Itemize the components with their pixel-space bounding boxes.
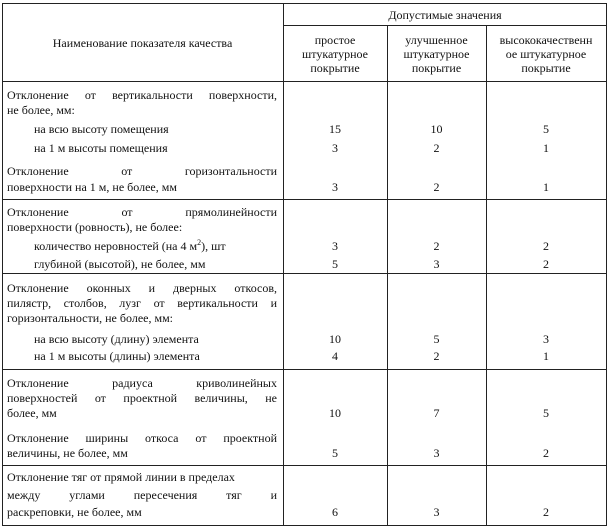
cell-value: 15 — [329, 122, 341, 136]
row-label-line: Отклонение тяг от прямой линии в пределах — [7, 470, 235, 484]
row-label-text-end: ), шт — [201, 239, 226, 253]
row-label-line: Отклонение радиуса криволинейных — [7, 376, 277, 390]
cell-value: 6 — [332, 505, 338, 519]
cell-value: 1 — [543, 180, 549, 194]
row-label: на 1 м высоты помещения — [34, 141, 168, 155]
cell-value: 1 — [543, 141, 549, 155]
row-label-line: поверхности на 1 м, не более, мм — [7, 180, 177, 194]
cell-value: 3 — [433, 446, 440, 460]
cell-value: 3 — [332, 239, 338, 253]
row-label-line: между углами пересечения тяг и — [7, 488, 277, 502]
header-col1-line1: простое — [314, 33, 356, 47]
cell-value: 5 — [332, 257, 338, 271]
cell-value: 7 — [433, 406, 440, 420]
header-col2-line2: штукатурное — [403, 47, 470, 61]
cell-value: 2 — [543, 239, 549, 253]
row-label-line: Отклонение от горизонтальности — [7, 164, 277, 178]
row-label — [34, 240, 226, 253]
row-label: глубиной (высотой), не более, мм — [34, 257, 206, 271]
header-name-column: Наименование показателя качества — [52, 36, 233, 50]
row-label-line: Отклонение от вертикальности поверхности, — [7, 88, 277, 102]
row-divider-3 — [2, 369, 607, 370]
header-col3-line2: ое штукатурное — [505, 47, 587, 61]
cell-value: 10 — [430, 122, 443, 136]
cell-value: 3 — [433, 505, 440, 519]
header-col1-line3: покрытие — [310, 61, 360, 75]
superscript: 2 — [197, 238, 202, 247]
cell-value: 5 — [332, 446, 338, 460]
row-label: на всю высоту (длину) элемента — [34, 332, 199, 346]
cell-value: 4 — [332, 349, 338, 363]
cell-value: 2 — [433, 180, 440, 194]
row-divider-2 — [2, 273, 607, 274]
cell-value: 5 — [543, 406, 549, 420]
cell-value: 3 — [332, 180, 338, 194]
cell-value: 5 — [543, 122, 549, 136]
border-bottom — [2, 525, 607, 526]
header-bottom — [2, 81, 607, 82]
row-divider-4 — [2, 465, 607, 466]
cell-value: 3 — [543, 332, 549, 346]
header-col3-line1: высококачественн — [499, 33, 593, 47]
row-divider-1 — [2, 199, 607, 200]
header-col2-line1: улучшенное — [405, 33, 468, 47]
row-label-line: раскреповки, не более, мм — [7, 505, 142, 519]
row-label-line: Отклонение от прямолинейности — [7, 205, 277, 219]
cell-value: 2 — [433, 239, 440, 253]
row-label-line: пилястр, столбов, лузг от вертикальности и — [7, 296, 277, 310]
row-label-line: Отклонение ширины откоса от проектной — [7, 431, 277, 445]
header-col2-line3: покрытие — [411, 61, 462, 75]
row-label-line: не более, мм: — [7, 103, 75, 117]
cell-value: 10 — [329, 332, 341, 346]
cell-value: 2 — [543, 257, 549, 271]
row-label-line: Отклонение оконных и дверных откосов, — [7, 281, 277, 295]
row-label-line: горизонтальности, не более, мм: — [7, 311, 173, 325]
header-group-title: Допустимые значения — [388, 8, 502, 22]
row-label: на всю высоту помещения — [34, 122, 169, 136]
header-col1-line2: штукатурное — [302, 47, 368, 61]
header-split — [283, 25, 607, 26]
row-label-line: величины, не более, мм — [7, 446, 128, 460]
cell-value: 3 — [332, 141, 338, 155]
cell-value: 2 — [433, 349, 440, 363]
cell-value: 3 — [433, 257, 440, 271]
cell-value: 10 — [329, 406, 341, 420]
row-label-line: поверхности (ровность), не более: — [7, 220, 183, 234]
row-label-text: количество неровностей (на 4 м — [34, 239, 198, 253]
cell-value: 5 — [433, 332, 440, 346]
cell-value: 1 — [543, 349, 549, 363]
cell-value: 2 — [543, 505, 549, 519]
row-label: на 1 м высоты (длины) элемента — [34, 349, 200, 363]
header-col3-line3: покрытие — [521, 61, 571, 75]
row-label-line: поверхностей от проектной величины, не — [7, 391, 277, 405]
cell-value: 2 — [543, 446, 549, 460]
cell-value: 2 — [433, 141, 440, 155]
border-top — [2, 3, 607, 4]
row-label-line: более, мм — [7, 406, 57, 420]
